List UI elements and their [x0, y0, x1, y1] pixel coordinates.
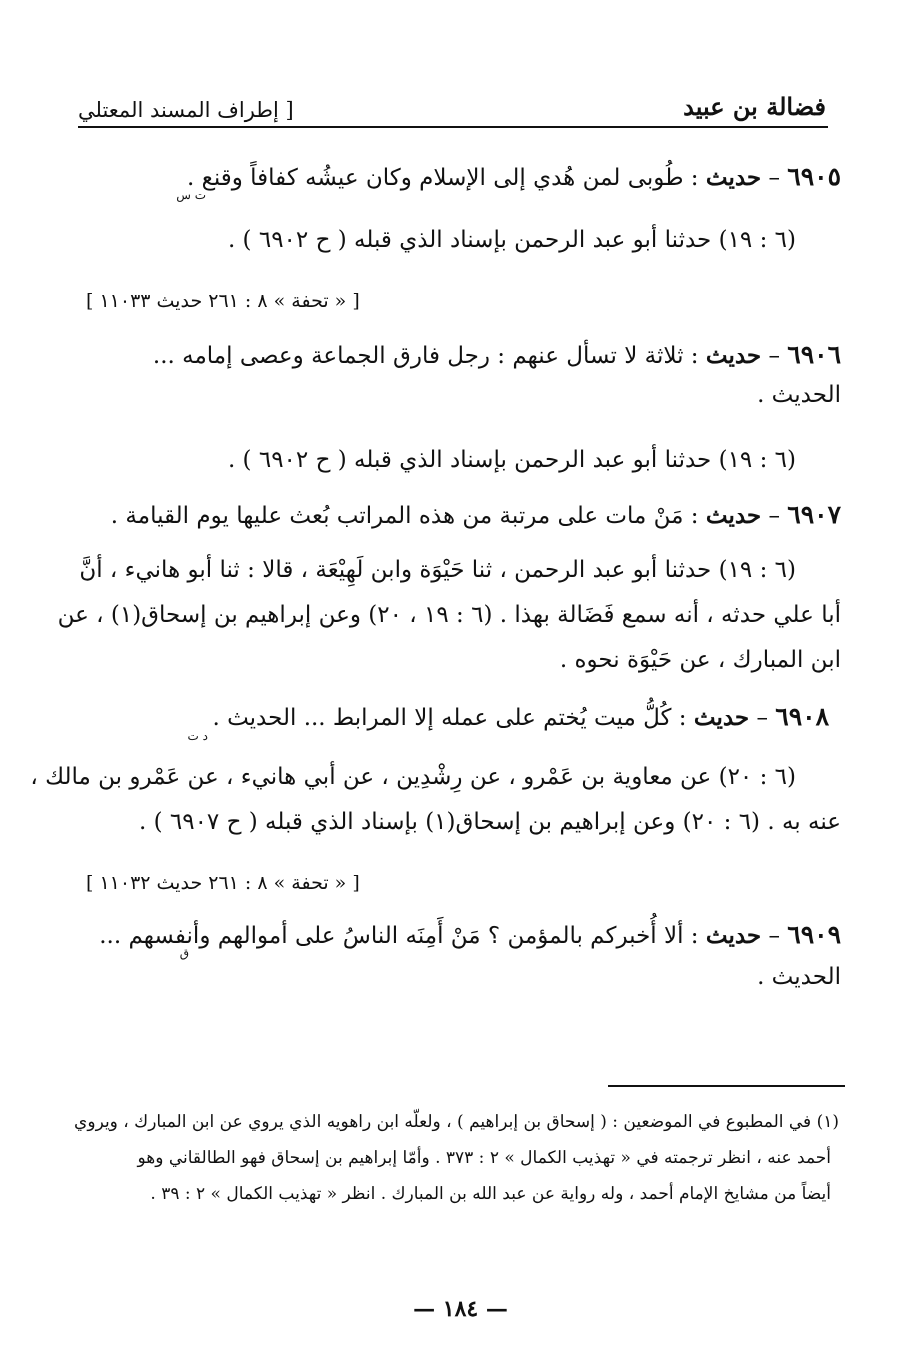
hadith-number: ٦٩٠٥ — [787, 162, 841, 191]
hadith-6906-chain: (٦ : ١٩) حدثنا أبو عبد الرحمن بإسناد الذي قبله ( ح ٦٩٠٢ ) . — [227, 447, 796, 473]
hadith-text: طُوبى لمن هُدي إلى الإسلام وكان عيشُه كفافاً وقنع . — [186, 165, 684, 191]
hadith-6908-chain-2: عنه به . (٦ : ٢٠) وعن إبراهيم بن إسحاق(١) بإسناد الذي قبله ( ح ٦٩٠٧ ) . — [138, 809, 841, 835]
page-number: — ١٨٤ — — [413, 1296, 508, 1322]
hadith-label: حديث — [705, 164, 762, 191]
hadith-number: ٦٩٠٦ — [787, 340, 841, 369]
hadith-6907-chain-3: ابن المبارك ، عن حَيْوَة نحوه . — [559, 647, 841, 673]
hadith-6906-matn-cont: الحديث . — [757, 382, 841, 408]
hadith-text: كُلُّ ميت يُختم على عمله إلا المرابط ... الحديث . — [212, 705, 672, 731]
hadith-text: ثلاثة لا تسأل عنهم : رجل فارق الجماعة وعصى إمامه ... — [152, 343, 684, 369]
hadith-6908-tuhfa-ref: [ « تحفة » ٨ : ٢٦١ حديث ١١٠٣٢ ] — [86, 872, 360, 894]
hadith-6905-chain: (٦ : ١٩) حدثنا أبو عبد الرحمن بإسناد الذي قبله ( ح ٦٩٠٢ ) . — [227, 227, 796, 253]
hadith-label: حديث — [705, 342, 762, 369]
hadith-6905-tuhfa-ref: [ « تحفة » ٨ : ٢٦١ حديث ١١٠٣٣ ] — [86, 290, 360, 312]
hadith-label: حديث — [705, 922, 762, 949]
hadith-number: ٦٩٠٧ — [787, 500, 841, 529]
hadith-6908-matn: ٦٩٠٨ – حديث : كُلُّ ميت يُختم على عمله إلا المرابط ... الحديث . — [212, 702, 829, 731]
hadith-6909-matn-cont: الحديث . — [757, 964, 841, 990]
hadith-6905-matn: ٦٩٠٥ – حديث : طُوبى لمن هُدي إلى الإسلام وكان عيشُه كفافاً وقنع . — [186, 162, 841, 191]
hadith-number: ٦٩٠٩ — [787, 920, 841, 949]
hadith-label: حديث — [693, 704, 750, 731]
footnote-line-3: أيضاً من مشايخ الإمام أحمد ، وله رواية عن عبد الله بن المبارك . انظر « تهذيب الكمال » ٢ : ٣٩ . — [150, 1184, 831, 1204]
hadith-label: حديث — [705, 502, 762, 529]
footnote-line-2: أحمد عنه ، انظر ترجمته في « تهذيب الكمال » ٢ : ٣٧٣ . وأمّا إبراهيم بن إسحاق فهو الطالقاني وهو — [137, 1148, 831, 1168]
running-header-chapter: فضالة بن عبيد — [683, 92, 826, 121]
hadith-6905-sigla: ت س — [176, 188, 206, 202]
hadith-6908-sigla: د ت — [187, 729, 208, 743]
hadith-6909-matn: ٦٩٠٩ – حديث : ألا أُخبركم بالمؤمن ؟ مَنْ أَمِنَه الناسُ على أموالهم وأنفسهم ... — [99, 920, 841, 949]
hadith-number: ٦٩٠٨ — [775, 702, 829, 731]
footnote-rule — [608, 1085, 845, 1087]
hadith-text: ألا أُخبركم بالمؤمن ؟ مَنْ أَمِنَه الناسُ على أموالهم وأنفسهم ... — [99, 923, 684, 949]
footnote-line-1: (١) في المطبوع في الموضعين : ( إسحاق بن إبراهيم ) ، ولعلّه ابن راهويه الذي يروي عن ابن المبارك ، ويروي — [74, 1112, 839, 1132]
hadith-6907-chain-1: (٦ : ١٩) حدثنا أبو عبد الرحمن ، ثنا حَيْوَة وابن لَهِيْعَة ، قالا : ثنا أبو هانيء ، أنَّ — [79, 557, 796, 583]
hadith-6908-chain-1: (٦ : ٢٠) عن معاوية بن عَمْرو ، عن رِشْدِين ، عن أبي هانيء ، عن عَمْرو بن مالك ، — [30, 764, 796, 790]
hadith-6907-chain-2: أبا علي حدثه ، أنه سمع فَضَالة بهذا . (٦ : ١٩ ، ٢٠) وعن إبراهيم بن إسحاق(١) ، عن — [57, 602, 841, 628]
hadith-text: مَنْ مات على مرتبة من هذه المراتب بُعث عليها يوم القيامة . — [110, 503, 684, 529]
hadith-6909-sigla: ق — [179, 946, 189, 960]
hadith-6906-matn: ٦٩٠٦ – حديث : ثلاثة لا تسأل عنهم : رجل فارق الجماعة وعصى إمامه ... — [152, 340, 841, 369]
header-rule — [78, 126, 828, 128]
running-header-book-title: [ إطراف المسند المعتلي — [78, 98, 294, 122]
hadith-6907-matn: ٦٩٠٧ – حديث : مَنْ مات على مرتبة من هذه المراتب بُعث عليها يوم القيامة . — [110, 500, 841, 529]
